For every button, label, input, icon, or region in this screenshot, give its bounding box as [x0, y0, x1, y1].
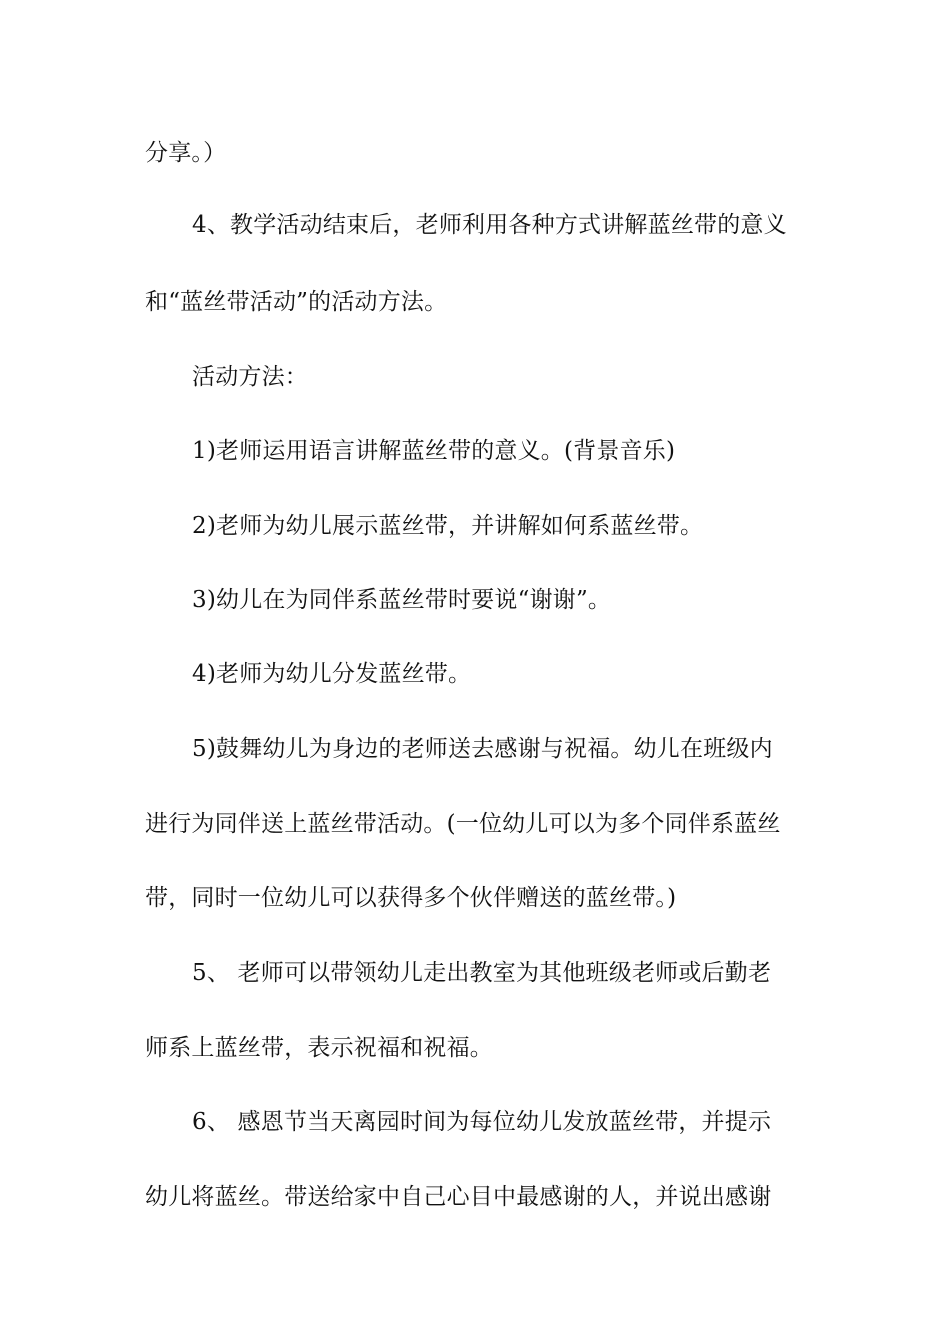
text-line: 6、 感恩节当天离园时间为每位幼儿发放蓝丝带，并提示	[192, 1109, 772, 1135]
text-line: 4)老师为幼儿分发蓝丝带。	[192, 661, 472, 687]
text-line: 4、教学活动结束后，老师利用各种方式讲解蓝丝带的意义	[192, 212, 787, 238]
text-line: 师系上蓝丝带，表示祝福和祝福。	[145, 1035, 493, 1061]
text-line: 5、 老师可以带领幼儿走出教室为其他班级老师或后勤老	[192, 960, 772, 986]
text-line: 5)鼓舞幼儿为身边的老师送去感谢与祝福。幼儿在班级内	[192, 736, 773, 762]
text-line: 活动方法：	[192, 364, 308, 390]
text-line: 分享。）	[145, 140, 227, 166]
text-line: 带，同时一位幼儿可以获得多个伙伴赠送的蓝丝带。)	[145, 885, 677, 911]
text-line: 进行为同伴送上蓝丝带活动。(一位幼儿可以为多个同伴系蓝丝	[145, 811, 781, 837]
text-line: 1)老师运用语言讲解蓝丝带的意义。(背景音乐)	[192, 438, 676, 464]
text-line: 3)幼儿在为同伴系蓝丝带时要说“谢谢”。	[192, 587, 612, 613]
text-line: 和“蓝丝带活动”的活动方法。	[145, 289, 448, 315]
text-line: 2)老师为幼儿展示蓝丝带，并讲解如何系蓝丝带。	[192, 513, 704, 539]
text-line: 幼儿将蓝丝。带送给家中自己心目中最感谢的人，并说出感谢	[145, 1184, 772, 1210]
